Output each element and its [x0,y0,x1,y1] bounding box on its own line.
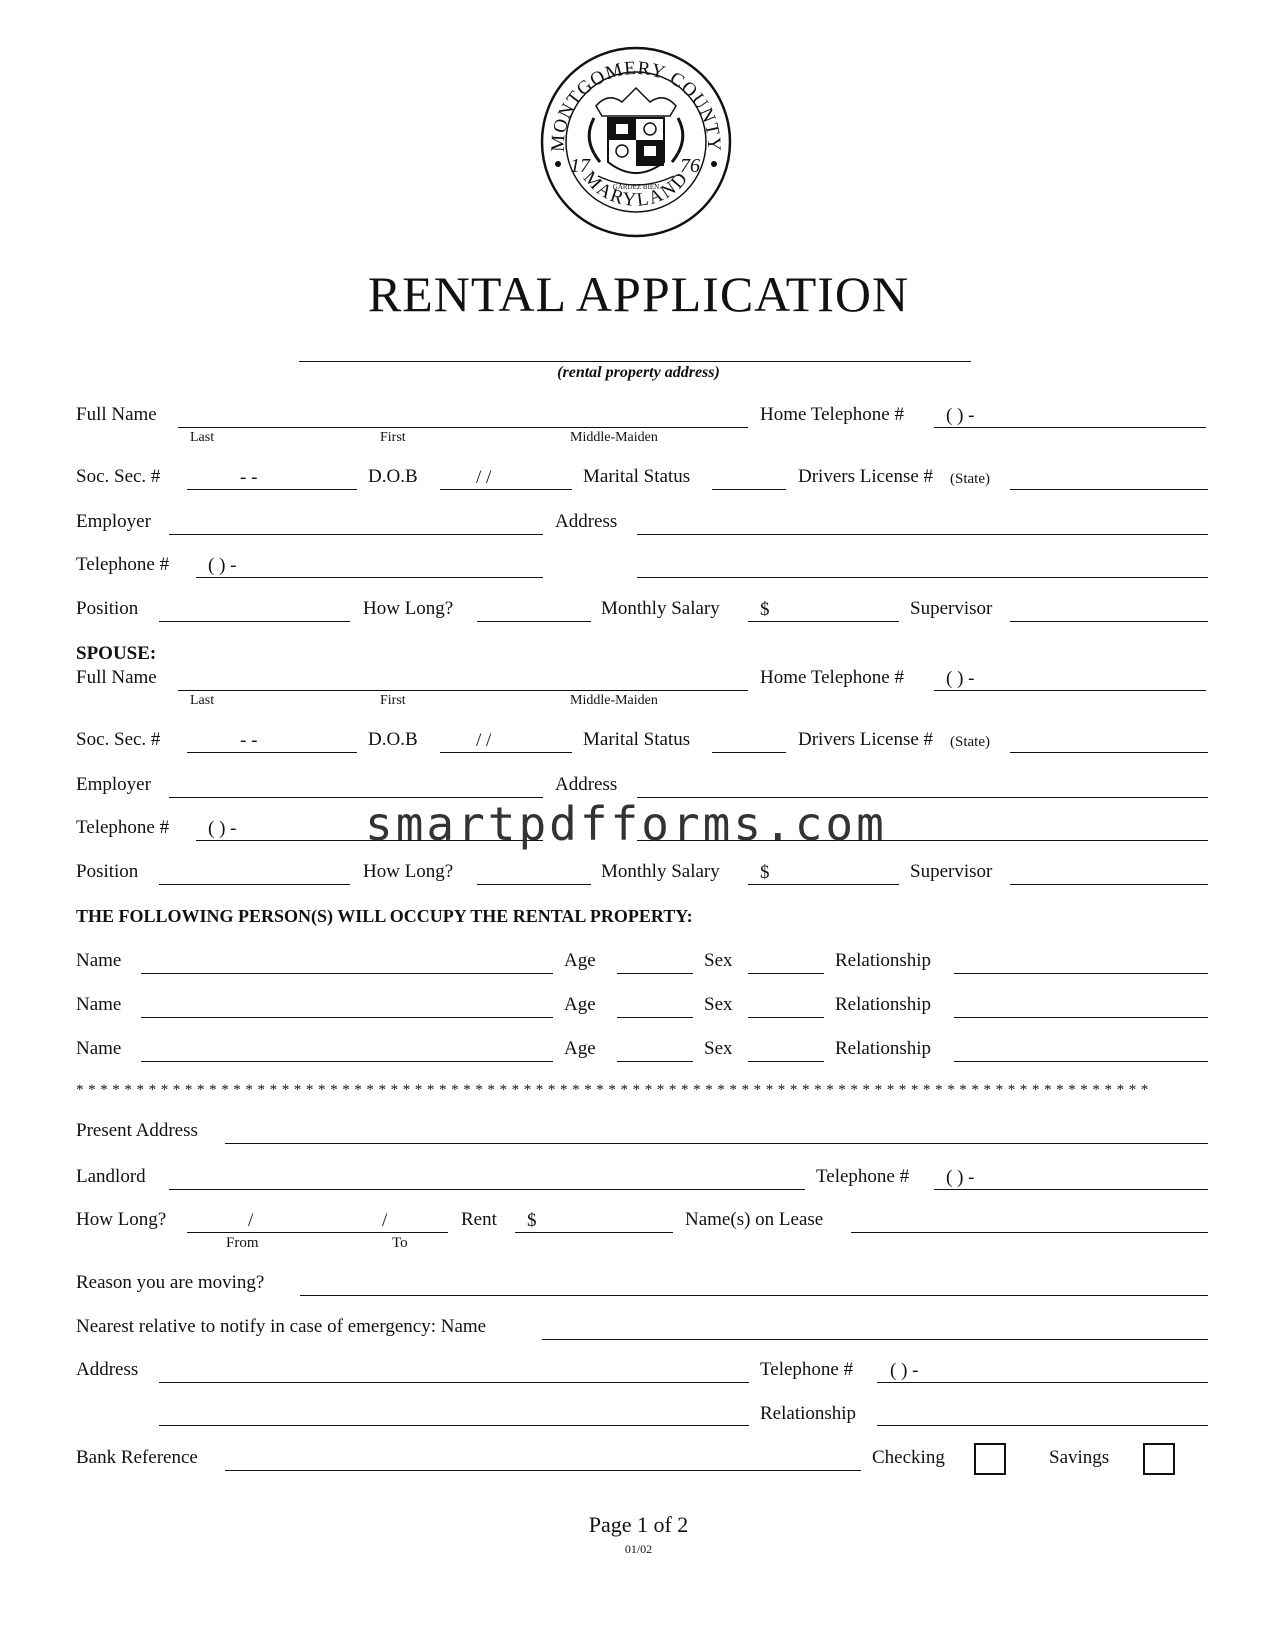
from-sublabel: From [226,1235,259,1251]
occupant-name-field[interactable] [141,1061,553,1062]
present-address-label: Present Address [76,1120,198,1141]
landlord-telephone-field[interactable] [934,1189,1208,1190]
how-long-field[interactable] [477,621,591,622]
nearest-relative-name-field[interactable] [542,1339,1208,1340]
names-on-lease-label: Name(s) on Lease [685,1209,824,1230]
dob-mask: / / [476,467,492,488]
home-telephone-mask: ( ) - [946,405,975,426]
occupant-age-field[interactable] [617,973,693,974]
spouse-supervisor-field[interactable] [1010,884,1208,885]
supervisor-field[interactable] [1010,621,1208,622]
dollar-sign: $ [760,599,770,620]
spouse-how-long-label: How Long? [363,861,454,882]
full-name-label: Full Name [76,404,157,425]
spouse-dob-field[interactable] [440,752,572,753]
county-seal [538,44,734,240]
landlord-field[interactable] [169,1189,805,1190]
spouse-supervisor-label: Supervisor [910,861,993,882]
spouse-ssn-field[interactable] [187,752,357,753]
spouse-home-telephone-field[interactable] [934,690,1206,691]
relative-address-line2[interactable] [159,1425,749,1426]
spouse-state-sublabel: (State) [950,734,990,750]
to-slash: / [382,1210,388,1231]
drivers-license-field[interactable] [1010,489,1208,490]
savings-checkbox[interactable] [1143,1443,1175,1475]
spouse-dob-mask: / / [476,730,492,751]
occupant-sex-label: Sex [704,994,733,1015]
bank-reference-field[interactable] [225,1470,861,1471]
relative-address-label: Address [76,1359,139,1380]
rental-address-caption: (rental property address) [557,364,720,381]
savings-label: Savings [1049,1447,1110,1468]
spouse-dollar-sign: $ [760,862,770,883]
seal-year-left: 17 [570,155,590,177]
to-sublabel: To [392,1235,408,1251]
from-slash: / [248,1210,254,1231]
seal-motto: GARDEZ BIEN [612,183,660,191]
ssn-mask: - - [240,467,258,488]
how-long-label: How Long? [363,598,454,619]
rent-field[interactable] [515,1232,673,1233]
full-name-field[interactable] [178,427,748,428]
spouse-ssn-label: Soc. Sec. # [76,729,161,750]
occupant-relationship-field[interactable] [954,973,1208,974]
occupant-name-field[interactable] [141,973,553,974]
spouse-ssn-mask: - - [240,730,258,751]
occupant-relationship-label: Relationship [835,1038,932,1059]
monthly-salary-label: Monthly Salary [601,598,720,619]
spouse-telephone-mask: ( ) - [208,818,237,839]
employer-address-label: Address [555,511,618,532]
spouse-first-sublabel: First [380,693,406,708]
occupant-age-field[interactable] [617,1061,693,1062]
first-sublabel: First [380,430,406,445]
residence-how-long-label: How Long? [76,1209,167,1230]
employer-label: Employer [76,511,151,532]
crest-icon [589,88,683,185]
spouse-heading: SPOUSE: [76,643,157,664]
telephone-mask: ( ) - [208,555,237,576]
seal-year-right: 76 [680,155,700,177]
occupant-age-field[interactable] [617,1017,693,1018]
telephone-field[interactable] [196,577,543,578]
spouse-full-name-label: Full Name [76,667,157,688]
occupant-age-label: Age [564,994,596,1015]
rent-dollar-sign: $ [527,1210,537,1231]
occupant-relationship-label: Relationship [835,994,932,1015]
telephone-label: Telephone # [76,554,170,575]
spouse-marital-status-field[interactable] [712,752,786,753]
supervisor-label: Supervisor [910,598,993,619]
relative-relationship-field[interactable] [877,1425,1208,1426]
monthly-salary-field[interactable] [748,621,899,622]
landlord-telephone-label: Telephone # [816,1166,910,1187]
landlord-telephone-mask: ( ) - [946,1167,975,1188]
occupants-heading: THE FOLLOWING PERSON(S) WILL OCCUPY THE RENTAL PROPERTY: [76,906,693,926]
home-telephone-field[interactable] [934,427,1206,428]
employer-address-line2[interactable] [637,577,1208,578]
checking-checkbox[interactable] [974,1443,1006,1475]
landlord-label: Landlord [76,1166,146,1187]
seal-bottom-text: MARYLAND [578,167,694,212]
relative-telephone-field[interactable] [877,1382,1208,1383]
occupant-name-field[interactable] [141,1017,553,1018]
last-sublabel: Last [190,430,215,445]
occupant-age-label: Age [564,1038,596,1059]
spouse-position-label: Position [76,861,139,882]
position-label: Position [76,598,139,619]
spouse-position-field[interactable] [159,884,350,885]
employer-address-field[interactable] [637,534,1208,535]
rent-label: Rent [461,1209,497,1230]
spouse-monthly-salary-label: Monthly Salary [601,861,720,882]
rental-property-address-field[interactable] [299,361,971,362]
spouse-telephone-label: Telephone # [76,817,170,838]
page-title: RENTAL APPLICATION [367,266,910,322]
spouse-employer-address-label: Address [555,774,618,795]
occupant-sex-field[interactable] [748,1017,824,1018]
spouse-monthly-salary-field[interactable] [748,884,899,885]
spouse-drivers-license-field[interactable] [1010,752,1208,753]
state-sublabel: (State) [950,471,990,487]
checking-label: Checking [872,1447,945,1468]
occupant-name-label: Name [76,994,122,1015]
occupant-name-label: Name [76,1038,122,1059]
occupant-sex-label: Sex [704,1038,733,1059]
occupant-age-label: Age [564,950,596,971]
ssn-label: Soc. Sec. # [76,466,161,487]
employer-field[interactable] [169,534,543,535]
drivers-license-label: Drivers License # [798,466,934,487]
middle-sublabel: Middle-Maiden [570,430,658,445]
relative-telephone-mask: ( ) - [890,1360,919,1381]
position-field[interactable] [159,621,350,622]
spouse-home-telephone-label: Home Telephone # [760,667,904,688]
spouse-full-name-field[interactable] [178,690,748,691]
occupant-relationship-label: Relationship [835,950,932,971]
spouse-marital-status-label: Marital Status [583,729,691,750]
occupant-relationship-field[interactable] [954,1061,1208,1062]
occupant-sex-field[interactable] [748,973,824,974]
page-number: Page 1 of 2 [588,1512,689,1537]
residence-how-long-field[interactable] [187,1232,448,1233]
reason-moving-label: Reason you are moving? [76,1272,265,1293]
seal-top-text: MONTGOMERY COUNTY [547,57,725,153]
spouse-home-telephone-mask: ( ) - [946,668,975,689]
bank-reference-label: Bank Reference [76,1447,198,1468]
relative-address-field[interactable] [159,1382,749,1383]
occupant-name-label: Name [76,950,122,971]
present-address-field[interactable] [225,1143,1208,1144]
marital-status-label: Marital Status [583,466,691,487]
occupant-relationship-field[interactable] [954,1017,1208,1018]
home-telephone-label: Home Telephone # [760,404,904,425]
reason-moving-field[interactable] [300,1295,1208,1296]
marital-status-field[interactable] [712,489,786,490]
spouse-middle-sublabel: Middle-Maiden [570,693,658,708]
dob-field[interactable] [440,489,572,490]
dob-label: D.O.B [368,466,418,487]
names-on-lease-field[interactable] [851,1232,1208,1233]
nearest-relative-label: Nearest relative to notify in case of emergency: Name [76,1316,487,1337]
spouse-dob-label: D.O.B [368,729,418,750]
watermark: smartpdfforms.com [365,797,887,851]
spouse-last-sublabel: Last [190,693,215,708]
relative-relationship-label: Relationship [760,1403,857,1424]
relative-telephone-label: Telephone # [760,1359,854,1380]
spouse-how-long-field[interactable] [477,884,591,885]
separator-stars: ***************************************************************************************** [76,1082,1153,1098]
occupant-sex-label: Sex [704,950,733,971]
occupant-sex-field[interactable] [748,1061,824,1062]
spouse-employer-label: Employer [76,774,151,795]
revision-code: 01/02 [624,1542,653,1556]
spouse-drivers-license-label: Drivers License # [798,729,934,750]
ssn-field[interactable] [187,489,357,490]
